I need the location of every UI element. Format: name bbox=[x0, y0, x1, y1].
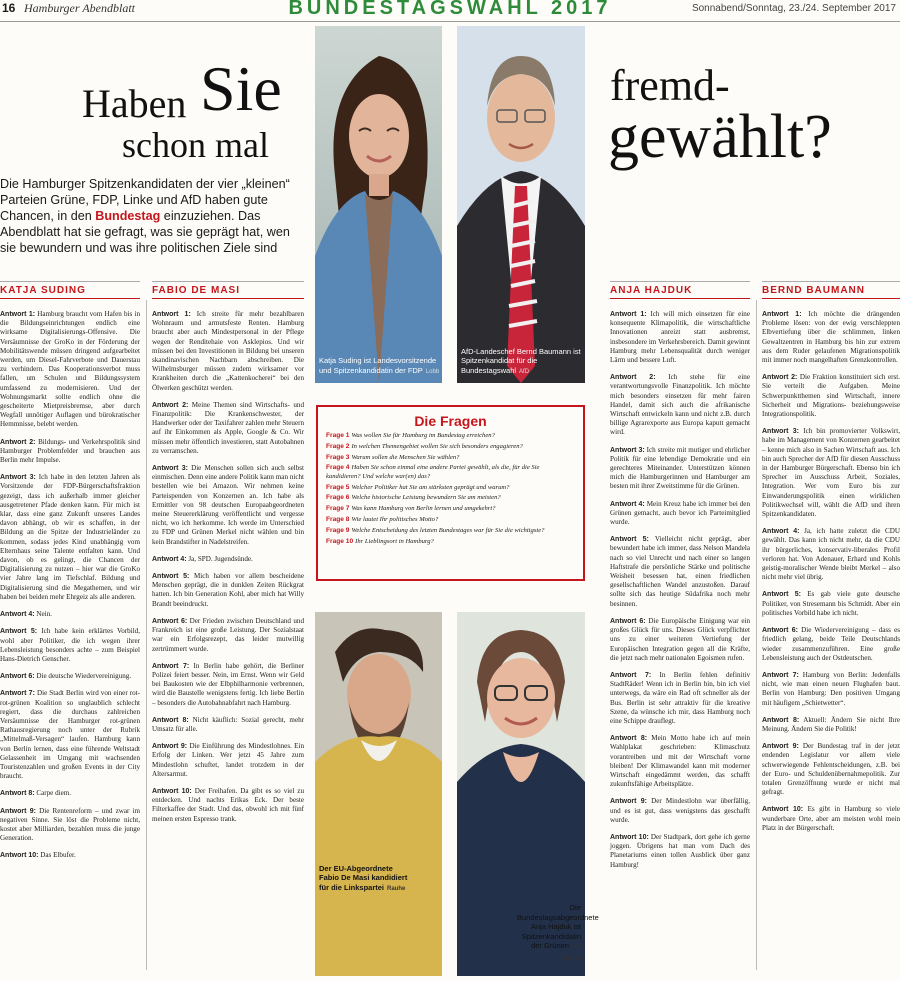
answer-label: Antwort 8: bbox=[762, 716, 800, 724]
answer-label: Antwort 5: bbox=[152, 573, 190, 581]
answer-text: Ich bin promovierter Volkswirt, habe im Management von Konzernen gearbeitet – kenne mich also in Sachen Wirtschaft aus. Ich bin auch Sprecher der AfD für diesen Ausschuss in der Hamburger Bürgerschaft. Ebenso bin ich Sprecher im Ausschuss Arbeit, Soziales, Integration. Wer vom Euro bis zur Einwanderungspolitik einen wirklichen Politikwechsel will, wählt die AfD und ihren Spitzenkandidaten. bbox=[762, 427, 900, 519]
answer-label: Antwort 7: bbox=[152, 662, 190, 670]
answer-label: Antwort 10: bbox=[152, 787, 192, 795]
answer-label: Antwort 10: bbox=[610, 833, 649, 841]
answer-paragraph bbox=[0, 627, 140, 664]
answer-paragraph bbox=[0, 789, 140, 798]
answer-paragraph bbox=[152, 742, 304, 779]
answers-suding bbox=[0, 310, 140, 869]
question-text: Was wollen Sie für Hamburg im Bundestag erreichen? bbox=[351, 432, 495, 439]
answer-label: Antwort 3: bbox=[762, 428, 800, 436]
newspaper-logo: Hamburger Abendblatt bbox=[24, 1, 135, 15]
answer-text: In Berlin habe gehört, die Berliner Polizei feiert besser. Nein, im Ernst. Wenn wir Geld bei Baukosten wie der Elbphilharmonie verbrennen, wird die Baustelle wenigstens fertig. Ich liebe Berlin – besonders die Autobahnabfahrt nach Hamburg. bbox=[152, 661, 305, 707]
answer-label: Antwort 5: bbox=[762, 591, 802, 599]
answer-label: Antwort 1: bbox=[152, 311, 191, 318]
answer-paragraph bbox=[0, 438, 140, 466]
intro-highlight[interactable]: Bundestag bbox=[95, 209, 161, 223]
answer-paragraph bbox=[610, 535, 750, 609]
answer-label: Antwort 10: bbox=[0, 852, 39, 860]
answer-label: Antwort 7: bbox=[610, 671, 652, 679]
answer-paragraph bbox=[152, 662, 304, 708]
photo-bernd-baumann bbox=[457, 26, 585, 383]
column-head-baumann bbox=[762, 281, 900, 299]
answer-text: Der Bundestag traf in der jetzt endenden Legislatur vor allem viele schwerwiegende Fehlentscheidungen, z.B. bei der Euro- und Schuldenübernahmepolitik. Zur totalen Grenzöffnung wurde er nicht mal gefragt. bbox=[762, 742, 900, 797]
headline-word: Sie bbox=[200, 53, 282, 124]
question-item bbox=[326, 484, 575, 492]
answer-paragraph bbox=[762, 310, 900, 365]
photo-fabio-de-masi bbox=[315, 612, 442, 976]
answer-label: Antwort 4: bbox=[152, 555, 187, 563]
question-item bbox=[326, 516, 575, 524]
column-divider bbox=[146, 300, 147, 970]
question-number: Frage 3 bbox=[326, 453, 350, 461]
question-text: Haben Sie schon einmal eine andere Partei gewählt, als die, für die Sie kandidieren? Und welche war(en) das? bbox=[326, 464, 540, 480]
answer-text: Die deutsche Wiedervereinigung. bbox=[36, 672, 132, 681]
answer-text: Nicht käuflich: Sozial gerecht, mehr Umsatz für alle. bbox=[152, 715, 304, 733]
answer-text: Ich möchte die drängenden Probleme lösen: von der ewig verschleppten Elbvertiefung über die schlimmen, linken Gewaltzentren in Hamburg bis hin zur extrem aus dem Ruder gelaufenen Migrationspolitik mit immer noch mangelhaften Grenzkontrollen. bbox=[762, 310, 900, 365]
question-number: Frage 2 bbox=[326, 442, 350, 450]
question-text: Wie lautet Ihr politisches Motto? bbox=[351, 515, 439, 523]
answer-label: Antwort 9: bbox=[610, 798, 647, 806]
answers-baumann bbox=[762, 310, 900, 841]
candidate-name: BERND BAUMANN bbox=[762, 285, 865, 296]
answer-text: Der Mindestlohn war überfällig, und es ist gut, dass wenigstens das geschafft wurde. bbox=[610, 797, 750, 824]
question-number: Frage 4 bbox=[326, 464, 350, 472]
answer-label: Antwort 7: bbox=[762, 671, 799, 679]
answer-label: Antwort 9: bbox=[762, 743, 799, 751]
photo-katja-suding bbox=[315, 26, 442, 383]
answer-paragraph bbox=[0, 473, 140, 602]
question-text: Was kann Hamburg von Berlin lernen und umgekehrt? bbox=[351, 505, 496, 513]
answer-text: Ich streite mit mutiger und ehrlicher Politik für eine lebendige Demokratie und ein gerechteres Miteinander. Unterstützen können mich die Hamburgerinnen und Hamburger am besten mit ihrer Zweitstimme für die Grünen. bbox=[610, 445, 750, 491]
answer-text: Hamburg braucht vom Hafen bis in die Bildungseinrichtungen endlich eine wirksame Digitalisierungs-Offensive. Die Versäumnisse der GroKo in der Förderung der Mobilitätswende müssen dringend aufgearbeitet werden, um Diesel-Fahrverbote und Dauerstau zu verhindern. Das Kooperationsverbot muss fallen, um Schulen und Bildungssystem umfassend zu modernisieren. Und der Wohnungsmarkt sollte endlich ohne die gescheiterte Mietpreisbremse, aber durch Wegfall unnötiger Auflagen und bürokratischer Hemmnisse, belebt werden. bbox=[0, 310, 140, 429]
answer-label: Antwort 2: bbox=[610, 374, 656, 382]
answer-label: Antwort 8: bbox=[610, 735, 648, 743]
answer-paragraph bbox=[152, 572, 304, 609]
answers-hajduk bbox=[610, 310, 750, 878]
candidate-name: KATJA SUDING bbox=[0, 285, 86, 296]
answer-paragraph bbox=[152, 464, 304, 547]
question-number: Frage 9 bbox=[326, 526, 350, 534]
question-item bbox=[326, 505, 575, 513]
portrait-woman-icon bbox=[315, 26, 442, 383]
intro-text bbox=[0, 176, 305, 256]
answer-text: Hamburg von Berlin: Jedenfalls nicht, wie man einen neuen Flughafen baut. Berlin von Hamburg: Den positiven Umgang mit häufigem „Schietwetter“. bbox=[762, 670, 900, 707]
question-text: Welche Entscheidung des letzten Bundestages war für Sie die wichtigste? bbox=[351, 526, 545, 534]
question-number: Frage 1 bbox=[326, 432, 350, 439]
answer-paragraph bbox=[152, 401, 304, 456]
answer-text: Die Stadt Berlin wird von einer rot-rot-grünen Koalition so unglaublich schlecht regiert, dass die durchaus zahlreichen Versäumnisse der Hamburger rot-grünen Rathausregierung noch unter der Rubrik „Mittelmaß-Versagen“ laufen. Hamburg kann von Berlin lernen, dass eine führende Weltstadt Gelassenheit im Umgang mit wachsenden Touristenzahlen und großen Events in der City braucht. bbox=[0, 689, 141, 781]
answer-text: Meine Themen sind Wirtschafts- und Finanzpolitik: Die Krankenschwester, der Handwerker oder der Taxifahrer zahlen mehr Steuern auf ihr Einkommen als Apple, Google & Co. Wir müssen mehr öffentlich investieren, statt Autobahnen zu verramschen. bbox=[152, 400, 304, 455]
answer-label: Antwort 9: bbox=[0, 807, 36, 815]
section-title: BUNDESTAGSWAHL 2017 bbox=[288, 0, 612, 19]
answer-text: Ich habe kein erklärtes Vorbild, wohl aber Politiker, die ich wegen ihrer Lebensleistung besonders achte – zum Beispiel Hans-Dietrich Genscher. bbox=[0, 627, 140, 663]
answer-paragraph bbox=[762, 427, 900, 519]
page-number: 16 bbox=[2, 1, 16, 15]
answer-paragraph bbox=[0, 689, 140, 781]
answer-paragraph bbox=[0, 672, 140, 681]
answer-text: Mein Kreuz habe ich immer bei den Grünen gemacht, auch bevor ich Parteimitglied wurde. bbox=[610, 499, 750, 527]
answer-text: Die Menschen sollen sich auch selbst einmischen. Denn eine andere Politik kann man nicht bestellen wie bei Amazon. Wir nehmen keine Parteispenden von Konzernen an. Ich habe als Ermittler von 98 deutschen Europaabgeordneten meine Steuererklärung veröffentlicht und vergesse nicht, wo ich herkomme. Ich werde im Unterschied zu FDP und Grünen Merkel nicht wählen und bin kein Brandstifter in Nadelstreifen. bbox=[152, 464, 304, 546]
headline-word: gewählt? bbox=[608, 103, 832, 171]
answer-label: Antwort 10: bbox=[762, 806, 804, 814]
column-divider bbox=[756, 300, 757, 970]
question-number: Frage 5 bbox=[326, 483, 350, 491]
answer-label: Antwort 5: bbox=[610, 536, 649, 544]
intro-part: einzuziehen. Das Abendblatt hat sie gefragt, was sie geprägt hat, wen sie bewundern und was ihre politischen Ziele sind bbox=[0, 209, 290, 255]
question-item bbox=[326, 443, 575, 451]
question-text: Welcher Politiker hat Sie am stärksten geprägt und warum? bbox=[351, 483, 510, 491]
answer-text: Die Fraktion konstituiert sich erst. Sie verteilt die Aufgaben. Meine Schwerpunktthemen sind Wirtschaft, innere Sicherheit und Migrations- beziehungsweise Integrationspolitik. bbox=[762, 373, 900, 419]
photo-credit: Die Grünen bbox=[560, 944, 581, 962]
answer-paragraph bbox=[610, 797, 750, 825]
answer-text: In Berlin fehlen definitiv StadtRäder! Wenn ich in Berlin bin, bin ich viel unterwegs, da wäre ein Rad oft schneller als der Bus. Berlin ist sehr attraktiv für die kreative Szene, da wünsche ich mir, dass Hamburg noch eine Schippe drauflegt. bbox=[610, 670, 750, 725]
answer-text: Mein Motto habe ich auf mein Wahlplakat geschrieben: Klimaschutz vorantreiben und mit der Wirtschaft vorne bleiben! Der Klimawandel kann mit moderner Wirtschaft eingedämmt werden, das schafft zukunftsfähige Arbeitsplätze. bbox=[610, 734, 751, 789]
answer-paragraph bbox=[0, 851, 140, 860]
answer-text: Carpe diem. bbox=[36, 789, 72, 798]
answer-paragraph bbox=[610, 734, 750, 789]
answer-text: Die Wiedervereinigung – dass es friedlich gelang, beide Teile Deutschlands wieder zusammenzuführen. Eine große Lebensleistung auch der Ostdeutschen. bbox=[762, 626, 900, 662]
answer-paragraph bbox=[762, 671, 900, 708]
question-text: Ihr Lieblingsort in Hamburg? bbox=[355, 537, 434, 545]
answer-text: Es gibt in Hamburg so viele wunderbare Orte, aber am meisten wohl mein Platz in der Bürgerschaft. bbox=[762, 805, 900, 832]
caption-text: AfD-Landeschef Bernd Baumann ist Spitzenkandidat für die Bundestagswahl bbox=[461, 346, 581, 375]
caption-text: Katja Suding ist Landesvorsitzende und Spitzenkandidatin der FDP bbox=[319, 356, 437, 375]
answer-paragraph bbox=[610, 500, 750, 528]
answer-text: Die Europäische Einigung war ein großes Glück für uns. Dieses Glück verpflichtet uns zu einer weiteren Vertiefung der Europäischen Integration gegen all die Kräfte, die jetzt nach mehr nationalen Egoismen rufen. bbox=[610, 616, 750, 662]
answer-text: Ich stehe für eine verantwortungsvolle Finanzpolitik. Ich möchte mich besonders einsetzen für mehr fairen Handel, damit sich auch die afrikanische Wirtschaft entwickeln kann und nicht z.B. durch billige Agrarexporte aus Europa kaputt gemacht wird. bbox=[610, 373, 750, 437]
candidate-name: FABIO DE MASI bbox=[152, 285, 241, 296]
answer-text: Der Frieden zwischen Deutschland und Frankreich ist eine große Leistung. Der Sozialstaat war ein Erfolgsrezept, das leider mutwillig zertrümmert wurde. bbox=[152, 616, 305, 653]
answer-text: Aktuell: Ändern Sie nicht Ihre Meinung. Ändern Sie die Politik! bbox=[762, 715, 900, 733]
answer-label: Antwort 8: bbox=[0, 790, 35, 798]
answer-paragraph bbox=[152, 617, 304, 654]
question-item bbox=[326, 494, 575, 502]
photo-credit: Rauhe bbox=[387, 885, 406, 892]
answer-text: Ja, ich hatte zuletzt die CDU gewählt. Das kann ich nicht mehr, da die CDU ihr bürgerliches, konservativ-liberales Profil verloren hat. Von Adenauer, Erhard und Kohls geistig-moralischer Wende bleibt Merkel – also nicht mehr viel übrig. bbox=[762, 527, 900, 582]
answer-paragraph bbox=[610, 617, 750, 663]
photo-caption bbox=[461, 347, 591, 378]
answer-paragraph bbox=[762, 626, 900, 663]
answer-paragraph bbox=[610, 671, 750, 726]
answer-text: Vielleicht nicht geprägt, aber bewundert habe ich immer, dass Nelson Mandela nach so viel Unrecht und nach einer so langen Haftstrafe die persönliche Stärke und politische Weisheit besessen hat, einen friedlichen gesellschaftlichen Wandel anzustoßen. Darauf sollte sich das heutige Südafrika noch mehr besinnen. bbox=[610, 535, 750, 608]
question-item bbox=[326, 464, 575, 481]
answer-label: Antwort 3: bbox=[0, 474, 36, 482]
portrait-man-beard-icon bbox=[315, 612, 442, 976]
question-text: Warum sollen die Menschen Sie wählen? bbox=[351, 453, 460, 461]
question-item bbox=[326, 454, 575, 462]
answer-label: Antwort 8: bbox=[152, 716, 189, 724]
headline-word: schon mal bbox=[122, 125, 269, 165]
photo-credit: Lobb bbox=[425, 368, 440, 375]
question-number: Frage 10 bbox=[326, 537, 354, 545]
answer-label: Antwort 3: bbox=[152, 465, 188, 473]
answer-paragraph bbox=[0, 807, 140, 844]
answer-label: Antwort 6: bbox=[762, 627, 798, 635]
question-number: Frage 8 bbox=[326, 515, 350, 523]
answers-masi bbox=[152, 310, 304, 832]
issue-date: Sonnabend/Sonntag, 23./24. September 2017 bbox=[691, 3, 896, 14]
page-header bbox=[0, 0, 900, 22]
answer-text: Ich habe in den letzten Jahren als Vorsitzende der FDP-Bürgerschaftsfraktion gezeigt, dass ich außerhalb immer gleicher ausgetretener Pfade denken kann. Für mich ist klar, dass eine ganz Zukunft unseres Landes davon abhängt, ob wir es schaffen, in der Bildung an die Spitze der Industrieländer zu kommen, sodass jedes Kind unabhängig vom Elternhaus seine Talente entfalten kann. Und davon, ob es gelingt, die Chancen der Digitalisierung zu nutzen – hier war die GroKo vier Jahre lang im Tiefschlaf. Bildung und Digitalisierung sind die Megathemen, und wir haben bei beiden mehr Ehrgeiz als alle anderen. bbox=[0, 473, 141, 601]
answer-paragraph bbox=[152, 716, 304, 734]
question-number: Frage 7 bbox=[326, 505, 350, 513]
answer-text: Mich haben vor allem bescheidene Menschen geprägt, die in dunklen Zeiten Rückgrat hatten. Ich bin Generation Kohl, aber mich hat Willy Brandt beeindruckt. bbox=[152, 572, 304, 608]
answer-label: Antwort 2: bbox=[0, 438, 36, 446]
answer-label: Antwort 7: bbox=[0, 690, 35, 698]
answer-label: Antwort 3: bbox=[610, 446, 645, 454]
photo-caption bbox=[517, 903, 599, 964]
answer-label: Antwort 6: bbox=[152, 617, 188, 625]
answer-paragraph bbox=[610, 446, 750, 492]
portrait-man-icon bbox=[457, 26, 585, 383]
questions-list bbox=[326, 432, 575, 546]
caption-text: Die Bundestagsabgeordnete Anja Hajduk ist Spitzenkandidatin der Grünen bbox=[517, 903, 599, 950]
photo-anja-hajduk bbox=[457, 612, 599, 976]
answer-text: Ich will mich einsetzen für eine konsequente Klimapolitik, die wirtschaftliche Innovationen anreizt statt ausbremst, insbesondere im Verkehrsbereich. Damit gewinnt Hamburg mehr Lebensqualität durch weniger Lärm und bessere Luft. bbox=[610, 310, 751, 365]
answer-label: Antwort 4: bbox=[0, 611, 35, 619]
answer-text: Bildungs- und Verkehrspolitik sind Hamburger Problemfelder und brauchen aus Berlin mehr Impulse. bbox=[0, 437, 140, 465]
answer-label: Antwort 9: bbox=[152, 743, 188, 751]
answer-text: Der Freihafen. Da gibt es so viel zu entdecken. Und nachts Erikas Eck. Der beste Filterkaffee der Stadt. Und das, obwohl ich mit fünf meinen ersten Espresso trank. bbox=[152, 786, 305, 823]
caption-text: Der EU-Abgeordnete Fabio De Masi kandidiert für die Linkspartei bbox=[319, 863, 408, 892]
answer-paragraph bbox=[762, 742, 900, 797]
photo-caption bbox=[319, 864, 409, 895]
question-number: Frage 6 bbox=[326, 494, 350, 502]
answer-text: Ich streite für mehr bezahlbaren Wohnraum und armutsfeste Renten. Hamburg braucht aber auch Mindestpersonal in der Pflege wegen der Renditehaie von Asklepios. Und wir müssen bei den Investitionen in Bildung bei unseren skandinavischen Nachbarn abschreiben. Die Wilhelmsburger müssen zudem wirksamer vor Krankheiten durch die „Kattenkocherei“ bei den Ölwerken geschützt werden. bbox=[152, 310, 304, 392]
answer-label: Antwort 4: bbox=[762, 528, 800, 536]
question-item bbox=[326, 527, 575, 535]
answer-label: Antwort 2: bbox=[152, 401, 189, 409]
headline-word: Haben bbox=[82, 81, 187, 126]
column-head-suding bbox=[0, 281, 140, 299]
photo-caption bbox=[319, 356, 449, 377]
answer-label: Antwort 2: bbox=[762, 374, 798, 382]
answer-text: Der Stadtpark, dort gehe ich gerne joggen. Übrigens hat man vom Dach des Planetariums einen tollen Ausblick über ganz Hamburg! bbox=[610, 832, 750, 869]
question-text: In welchen Themengebiet wollen Sie sich besonders engagieren? bbox=[351, 442, 523, 450]
answer-label: Antwort 1: bbox=[762, 311, 802, 318]
answer-label: Antwort 1: bbox=[0, 311, 36, 318]
answer-paragraph bbox=[610, 373, 750, 437]
answer-label: Antwort 6: bbox=[610, 617, 646, 625]
questions-title: Die Fragen bbox=[414, 413, 487, 429]
answer-label: Antwort 4: bbox=[610, 500, 645, 508]
question-item bbox=[326, 432, 575, 440]
headline-word: fremd- bbox=[610, 61, 730, 110]
answer-label: Antwort 6: bbox=[0, 673, 35, 681]
answer-text: Die Rentenreform – und zwar im negativen Sinne. Sie löst die Probleme nicht, kostet aber Milliarden, bezahlen muss die junge Generation. bbox=[0, 806, 140, 843]
answer-text: Nein. bbox=[36, 610, 52, 619]
column-head-hajduk bbox=[610, 281, 750, 299]
answer-text: Es gab viele gute deutsche Politiker, von Stresemann bis Schmidt. Aber ein politisches Vorbild habe ich nicht. bbox=[762, 590, 900, 617]
answer-paragraph bbox=[0, 310, 140, 430]
answer-paragraph bbox=[152, 787, 304, 824]
photo-credit: AfD bbox=[519, 368, 530, 375]
answer-label: Antwort 5: bbox=[0, 628, 38, 636]
answer-paragraph bbox=[610, 833, 750, 870]
candidate-name: ANJA HAJDUK bbox=[610, 285, 693, 296]
answer-text: Die Einführung des Mindestlohnes. Ein Erfolg der Linken. Wer jetzt 45 Jahre zum Mindestlohn schuftet, landet trotzdem in der Altersarmut. bbox=[152, 742, 305, 778]
answer-paragraph bbox=[762, 527, 900, 582]
question-item bbox=[326, 538, 575, 546]
questions-box bbox=[316, 405, 585, 581]
question-text: Welche historische Leistung bewundern Sie am meisten? bbox=[351, 494, 501, 502]
answer-paragraph bbox=[762, 373, 900, 419]
answer-text: Ja, SPD. Jugendsünde. bbox=[188, 554, 253, 563]
answer-label: Antwort 1: bbox=[610, 311, 647, 318]
answer-paragraph bbox=[762, 716, 900, 734]
intro-part: Die Hamburger Spitzenkandidaten der vier „kleinen“ Parteien Grüne, FDP, Linke und AfD haben gute Chancen, in den bbox=[0, 177, 290, 223]
answer-paragraph bbox=[610, 310, 750, 365]
column-head-masi bbox=[152, 281, 304, 299]
answer-paragraph bbox=[762, 590, 900, 618]
answer-paragraph bbox=[762, 805, 900, 833]
answer-paragraph bbox=[152, 310, 304, 393]
answer-text: Das Elbufer. bbox=[40, 851, 76, 860]
answer-paragraph bbox=[152, 555, 304, 564]
answer-paragraph bbox=[0, 610, 140, 619]
